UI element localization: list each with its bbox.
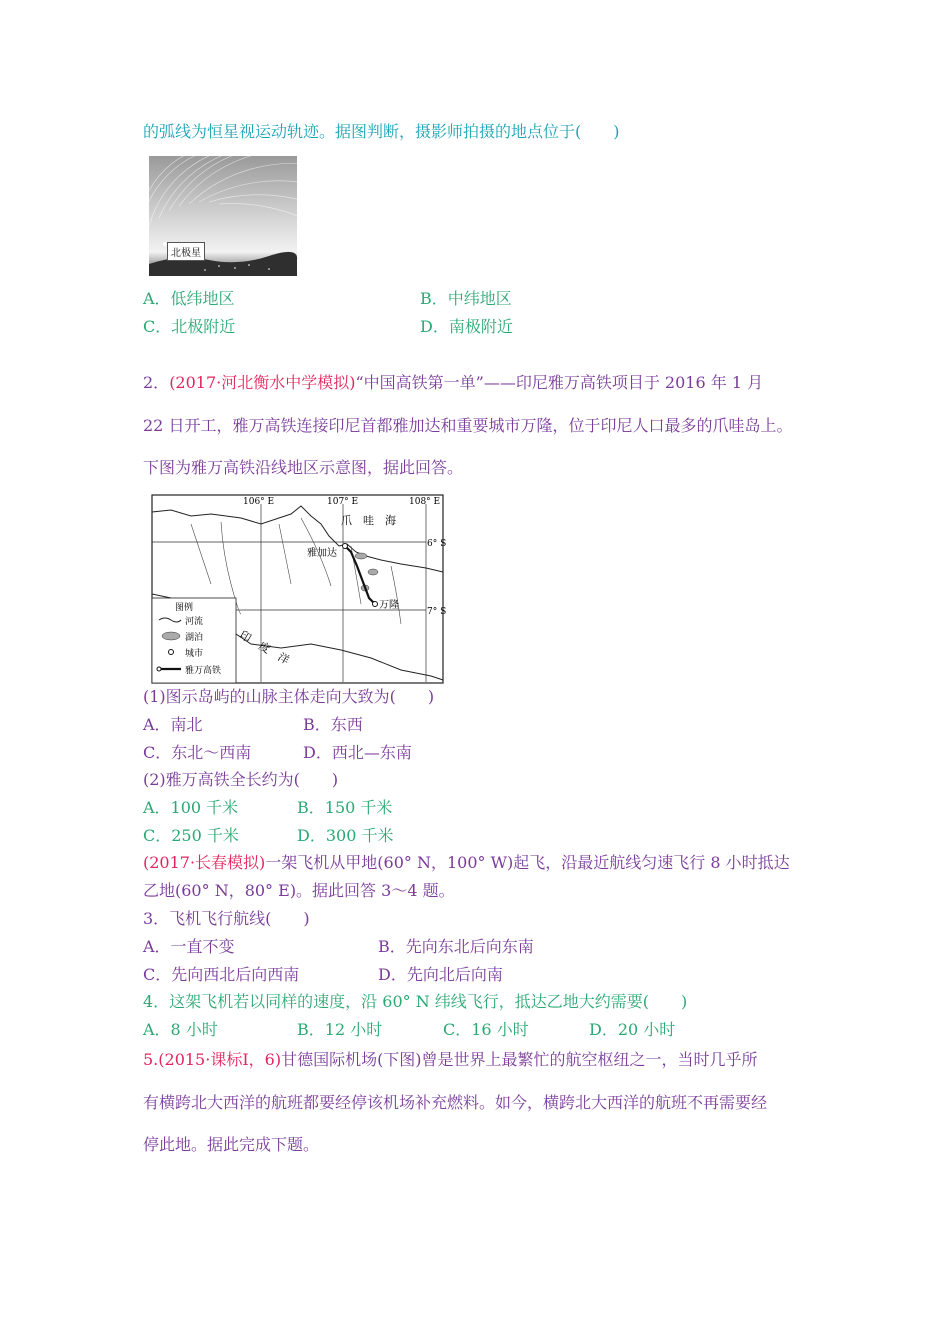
legend-river: 河流 xyxy=(185,617,204,627)
q2-sub1-option-b: B．东西 xyxy=(303,715,363,734)
q1-stem: 的弧线为恒星视运动轨迹。据图判断，摄影师拍摄的地点位于( ) xyxy=(143,122,620,141)
indian-ocean-label: 印 度 洋 xyxy=(237,628,292,668)
q2-sub2-option-d: D．300 千米 xyxy=(297,826,394,845)
q4-option-d: D．20 小时 xyxy=(589,1020,676,1039)
bandung-label: 万隆 xyxy=(379,600,399,611)
q3-option-b: B．先向东北后向东南 xyxy=(378,937,534,956)
lat-6-label: 6° S xyxy=(427,539,447,549)
q2-source: (2017·河北衡水中学模拟) xyxy=(169,373,356,392)
jakarta-label: 雅加达 xyxy=(307,548,337,559)
q5-stem-line2: 有横跨北大西洋的航班都要经停该机场补充燃料。如今，横跨北大西洋的航班不再需要经 xyxy=(143,1093,768,1112)
q2-sub2-option-b: B．150 千米 xyxy=(297,798,393,817)
q34-line1: 一架飞机从甲地(60° N，100° W)起飞，沿最近航线匀速飞行 8 小时抵达 xyxy=(265,853,790,872)
q2-sub1-option-c: C．东北～西南 xyxy=(143,743,252,762)
legend-city: 城市 xyxy=(185,649,204,659)
q2-number: 2． xyxy=(143,373,170,392)
q4-option-a: A．8 小时 xyxy=(143,1020,218,1039)
q1-option-a: A．低纬地区 xyxy=(143,289,235,308)
q1-option-d: D．南极附近 xyxy=(420,317,513,336)
q2-sub1-option-a: A．南北 xyxy=(143,715,203,734)
q4-option-b: B．12 小时 xyxy=(297,1020,383,1039)
q2-stem-line2: 22 日开工，雅万高铁连接印尼首都雅加达和重要城市万隆，位于印尼人口最多的爪哇岛上。 xyxy=(143,416,793,435)
q1-option-b: B．中纬地区 xyxy=(420,289,512,308)
q3-stem: 3．飞机飞行航线( ) xyxy=(143,909,310,928)
q3-option-a: A．一直不变 xyxy=(143,937,235,956)
q34-intro-line1 xyxy=(143,853,790,873)
q34-intro-line2: 乙地(60° N，80° E)。据此回答 3～4 题。 xyxy=(143,881,455,900)
q2-sub2-option-c: C．250 千米 xyxy=(143,826,239,845)
q3-option-d: D．先向北后向南 xyxy=(378,965,503,984)
yawan-railway-map xyxy=(151,494,447,684)
q2-sub1-stem: (1)图示岛屿的山脉主体走向大致为( ) xyxy=(143,687,435,706)
legend-railway: 雅万高铁 xyxy=(185,666,222,676)
polaris-label: 北极星 xyxy=(167,242,205,261)
q4-option-c: C．16 小时 xyxy=(443,1020,529,1039)
q3-option-c: C．先向西北后向西南 xyxy=(143,965,300,984)
q2-sub2-option-a: A．100 千米 xyxy=(143,798,239,817)
q5-stem-line3: 停此地。据此完成下题。 xyxy=(143,1135,320,1154)
q2-stem-line3: 下图为雅万高铁沿线地区示意图，据此回答。 xyxy=(143,458,464,477)
lon-108-label: 108° E xyxy=(409,497,441,507)
q2-sub1-option-d: D．西北—东南 xyxy=(303,743,412,762)
q2-line1: “中国高铁第一单”——印尼雅万高铁项目于 2016 年 1 月 xyxy=(355,373,764,392)
java-sea-label: 爪 哇 海 xyxy=(341,514,396,527)
q34-source: (2017·长春模拟) xyxy=(143,853,266,872)
q4-stem: 4．这架飞机若以同样的速度，沿 60° N 纬线飞行，抵达乙地大约需要( ) xyxy=(143,992,688,1011)
star-trail-photo xyxy=(149,156,297,276)
q5-source: 5.(2015·课标Ⅰ，6) xyxy=(143,1050,282,1069)
legend-lake: 湖泊 xyxy=(185,633,204,643)
q5-line1: 甘德国际机场(下图)曾是世界上最繁忙的航空枢纽之一，当时几乎所 xyxy=(281,1050,758,1069)
lon-106-label: 106° E xyxy=(243,497,275,507)
q1-option-c: C．北极附近 xyxy=(143,317,236,336)
q2-sub2-stem: (2)雅万高铁全长约为( ) xyxy=(143,770,339,789)
q5-stem-line1 xyxy=(143,1050,758,1070)
lon-107-label: 107° E xyxy=(327,497,359,507)
lat-7-label: 7° S xyxy=(427,607,447,617)
q2-stem-line1 xyxy=(143,373,763,393)
legend-title: 图例 xyxy=(175,603,194,613)
